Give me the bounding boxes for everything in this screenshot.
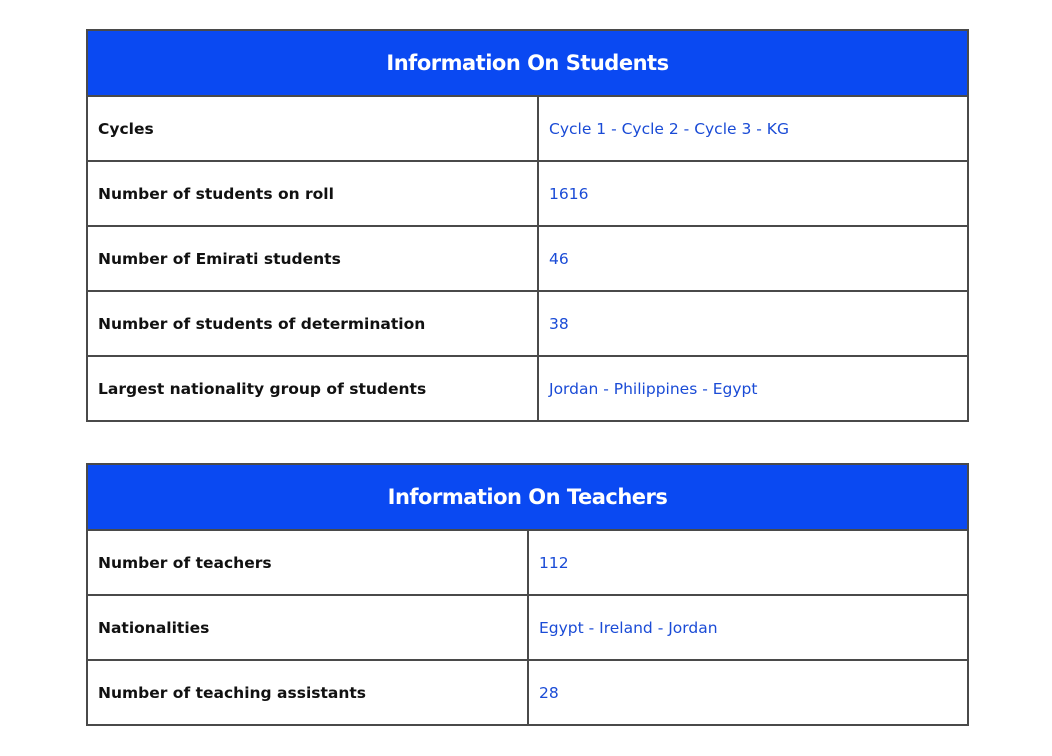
table-row [87, 96, 968, 161]
table-row [87, 226, 968, 291]
row-label-number-of-teachers: Number of teachers [87, 530, 528, 595]
table-row [87, 660, 968, 725]
table-row [87, 291, 968, 356]
row-label-emirati-students: Number of Emirati students [87, 226, 538, 291]
row-value-cycles: Cycle 1 - Cycle 2 - Cycle 3 - KG [538, 96, 968, 161]
table-row [87, 595, 968, 660]
row-label-students-on-roll: Number of students on roll [87, 161, 538, 226]
teachers-table-title: Information On Teachers [87, 464, 968, 530]
table-row [87, 530, 968, 595]
row-value-emirati-students: 46 [538, 226, 968, 291]
row-value-teaching-assistants: 28 [528, 660, 968, 725]
row-label-largest-nationality: Largest nationality group of students [87, 356, 538, 421]
row-value-largest-nationality: Jordan - Philippines - Egypt [538, 356, 968, 421]
table-row [87, 356, 968, 421]
row-value-students-of-determination: 38 [538, 291, 968, 356]
row-label-students-of-determination: Number of students of determination [87, 291, 538, 356]
teachers-info-table [86, 463, 969, 726]
row-label-cycles: Cycles [87, 96, 538, 161]
students-header-row [87, 30, 968, 96]
row-value-nationalities: Egypt - Ireland - Jordan [528, 595, 968, 660]
students-info-table [86, 29, 969, 422]
row-value-number-of-teachers: 112 [528, 530, 968, 595]
row-label-teaching-assistants: Number of teaching assistants [87, 660, 528, 725]
teachers-header-row [87, 464, 968, 530]
row-value-students-on-roll: 1616 [538, 161, 968, 226]
row-label-nationalities: Nationalities [87, 595, 528, 660]
table-row [87, 161, 968, 226]
students-table-title: Information On Students [87, 30, 968, 96]
